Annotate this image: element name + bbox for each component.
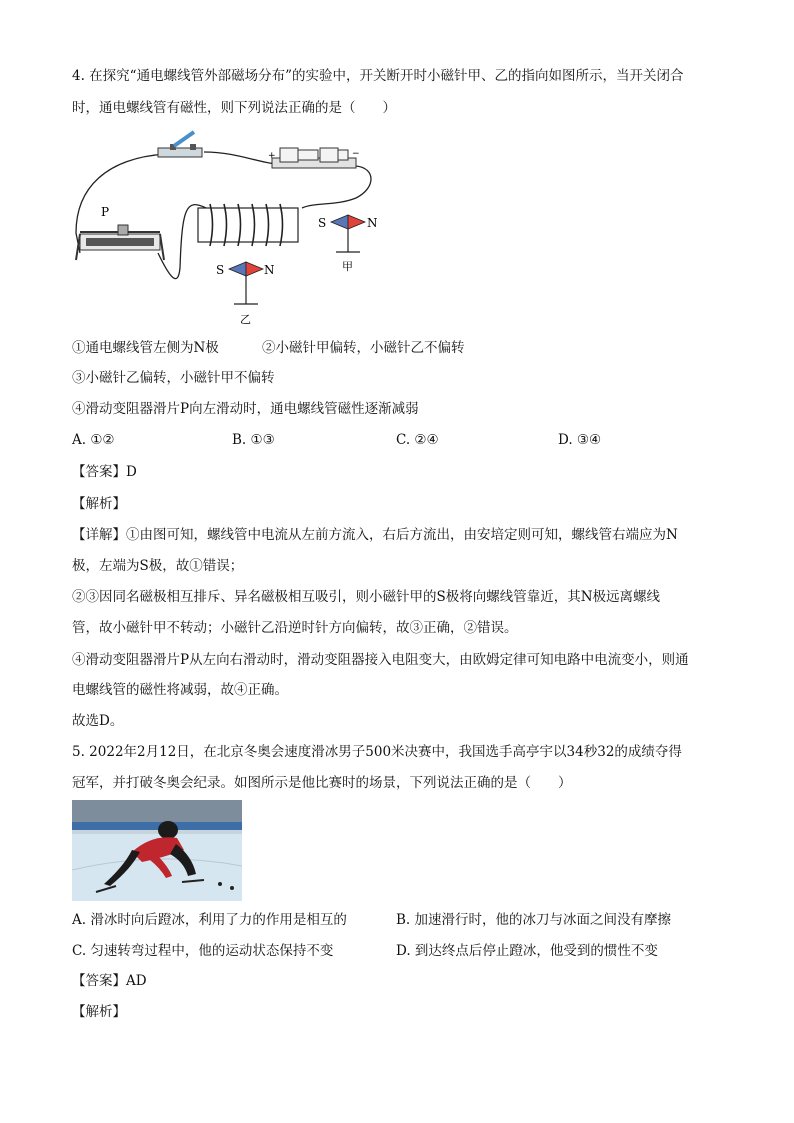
q4-option-b: B. ①③ [232,432,275,448]
q4-detail-5: ④滑动变阻器滑片P从左向右滑动时，滑动变阻器接入电阻变大，由欧姆定律可知电路中电流变小，则通 [72,652,689,668]
q4-stem-line2: 时，通电螺线管有磁性，则下列说法正确的是（ ） [72,100,396,116]
q4-conclusion: 故选D。 [72,713,124,729]
needle-yi-s: S [216,263,225,277]
needle-yi-name: 乙 [240,313,251,326]
rheostat [76,205,164,260]
circuit-diagram [66,128,386,328]
q4-option-a: A. ①② [72,432,115,448]
q4-detail-4: 管，故小磁针甲不转动；小磁针乙沿逆时针方向偏转，故③正确，②错误。 [72,620,518,636]
q4-option-d: D. ③④ [558,432,602,448]
battery-plus-label: + [268,151,276,161]
battery-minus-label: − [352,149,360,159]
q4-detail-6: 电螺线管的磁性将减弱，故④正确。 [72,682,288,698]
q4-answer: 【答案】D [72,464,137,480]
q4-statement-3: ③小磁针乙偏转，小磁针甲不偏转 [72,370,275,386]
switch [158,132,202,157]
needle-yi-n: N [264,263,275,277]
q5-answer: 【答案】AD [72,973,147,989]
needle-jia [318,215,378,273]
q4-stem-line1: 4. 在探究“通电螺线管外部磁场分布”的实验中，开关断开时小磁针甲、乙的指向如图所示，当开关闭合 [72,68,684,84]
q5-option-d: D. 到达终点后停止蹬冰，他受到的惯性不变 [396,943,658,959]
q4-analysis-title: 【解析】 [72,496,126,512]
q5-option-a: A. 滑冰时向后蹬冰，利用了力的作用是相互的 [72,912,347,928]
wire-right [302,166,371,208]
battery-box [268,148,360,168]
needle-jia-s: S [318,216,327,230]
q5-option-c: C. 匀速转弯过程中，他的运动状态保持不变 [72,943,334,959]
q5-analysis-title: 【解析】 [72,1004,126,1020]
wire-top [204,152,276,164]
q5-stem-line1: 5. 2022年2月12日，在北京冬奥会速度滑冰男子500米决赛中，我国选手高亭宇以34秒32的成绩夺得 [72,744,682,760]
needle-yi [216,262,275,326]
q4-detail-1: 【详解】①由图可知，螺线管中电流从左前方流入，右后方流出，由安培定则可知，螺线管右端应为N [72,527,678,543]
q4-statement-4: ④滑动变阻器滑片P向左滑动时，通电螺线管磁性逐渐减弱 [72,401,419,417]
q4-statement-2: ②小磁针甲偏转，小磁针乙不偏转 [262,340,465,356]
q4-statement-1: ①通电螺线管左侧为N极 [72,340,219,356]
q4-detail-3: ②③因同名磁极相互排斥、异名磁极相互吸引，则小磁针甲的S极将向螺线管靠近，其N极远离螺线 [72,589,661,605]
q5-option-b: B. 加速滑行时，他的冰刀与冰面之间没有摩擦 [396,912,672,928]
solenoid [198,204,298,246]
needle-jia-n: N [367,216,378,230]
needle-jia-name: 甲 [342,260,353,273]
speed-skater-photo [72,800,242,901]
rheostat-p-label: P [101,205,110,219]
q4-option-c: C. ②④ [396,432,439,448]
q5-stem-line2: 冠军，并打破冬奥会纪录。如图所示是他比赛时的场景，下列说法正确的是（ ） [72,775,572,791]
q4-detail-2: 极，左端为S极，故①错误； [72,558,244,574]
